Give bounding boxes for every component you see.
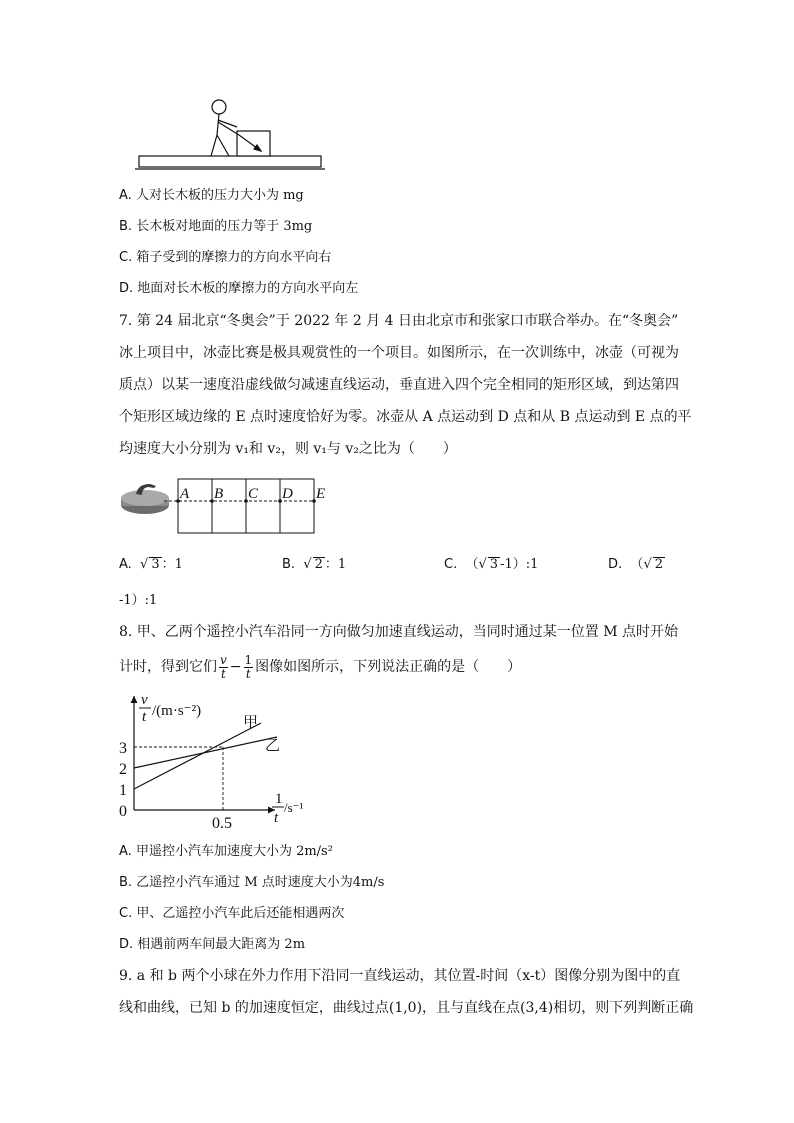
x-label-unit: /s⁻¹ [284,800,304,815]
q6-option-b: B. 长木板对地面的压力等于 3mg [119,219,313,234]
line-jia [134,723,261,789]
q7-line-5: 均速度大小分别为 v₁和 v₂，则 v₁与 v₂之比为（ ） [119,441,457,457]
q9-line-2: 线和曲线，已知 b 的加速度恒定，曲线过点(1,0)，且与直线在点(3,4)相切，则下列判断正确 [119,1000,694,1016]
q8-line-1: 8. 甲、乙两个遥控小汽车沿同一方向做匀加速直线运动，当同时通过某一位置 M 点时开始 [119,624,679,640]
q6-figure [135,95,330,170]
q8-option-b: B. 乙遥控小汽车通过 M 点时速度大小为4m/s [119,875,385,890]
label-yi: 乙 [265,736,281,754]
y-label-num: v [141,692,148,708]
q7-option-b: B. √ 2 ：1 [282,557,347,572]
q7-option-d: D. （√ 2 [608,557,664,572]
point-label-a: A [180,486,190,502]
q7-line-3: 质点）以某一速度沿虚线做匀减速直线运动，垂直进入四个完全相同的矩形区域，到达第四 [119,377,679,393]
person-pushing-box-icon [135,100,325,169]
y-label-den: t [142,709,147,725]
q6-option-c: C. 箱子受到的摩擦力的方向水平向右 [119,250,332,265]
y-tick-0: 0 [119,803,127,820]
rectangle-regions [178,479,314,533]
q8-line-2: 计时，得到它们 $\frac{v}{t}$ − $\frac{1}{t}$ 图像如图所示，下列说法正确的是（ ） [119,652,522,681]
x-label-den: t [274,810,279,826]
q7-line-2: 冰上项目中，冰壶比赛是极具观赏性的一个项目。如图所示，在一次训练中，冰壶（可视为 [119,345,679,361]
label-jia: 甲 [243,713,259,731]
q7-option-d-continued: -1）:1 [119,593,158,608]
q7-option-c: C. （√ 3 -1）:1 [444,557,539,572]
point-label-d: D [282,486,293,502]
q7-line-1: 7. 第 24 届北京“冬奥会”于 2022 年 2 月 4 日由北京市和张家口市联合举办。在“冬奥会” [119,313,679,329]
y-tick-3: 3 [119,740,127,757]
y-tick-2: 2 [119,761,127,778]
q9-line-1: 9. a 和 b 两个小球在外力作用下沿同一直线运动，其位置-时间（x-t）图像分别为图中的直 [119,968,681,984]
q7-line-4: 个矩形区域边缘的 E 点时速度恰好为零。冰壶从 A 点运动到 D 点和从 B 点运动到 E 点的平 [119,409,692,425]
q8-option-d: D. 相遇前两车间最大距离为 2m [119,937,306,952]
point-label-b: B [214,486,224,502]
x-label-num: 1 [275,791,283,807]
line-yi [134,737,277,768]
point-label-e: E [316,486,326,502]
q7-option-a: A. √ 3 ：1 [119,557,183,572]
q6-option-a: A. 人对长木板的压力大小为 mg [119,188,304,203]
point-label-c: C [248,486,259,502]
q8-graph [115,688,315,833]
y-label-unit: /(m·s⁻²) [152,703,202,719]
x-tick-0-5: 0.5 [212,815,232,832]
q8-option-a: A. 甲遥控小汽车加速度大小为 2m/s² [119,844,333,859]
q6-option-d: D. 地面对长木板的摩擦力的方向水平向左 [119,281,359,296]
y-tick-1: 1 [119,782,127,799]
q8-option-c: C. 甲、乙遥控小汽车此后还能相遇两次 [119,906,345,921]
curling-stone-icon [121,484,169,514]
q7-figure [118,474,338,536]
